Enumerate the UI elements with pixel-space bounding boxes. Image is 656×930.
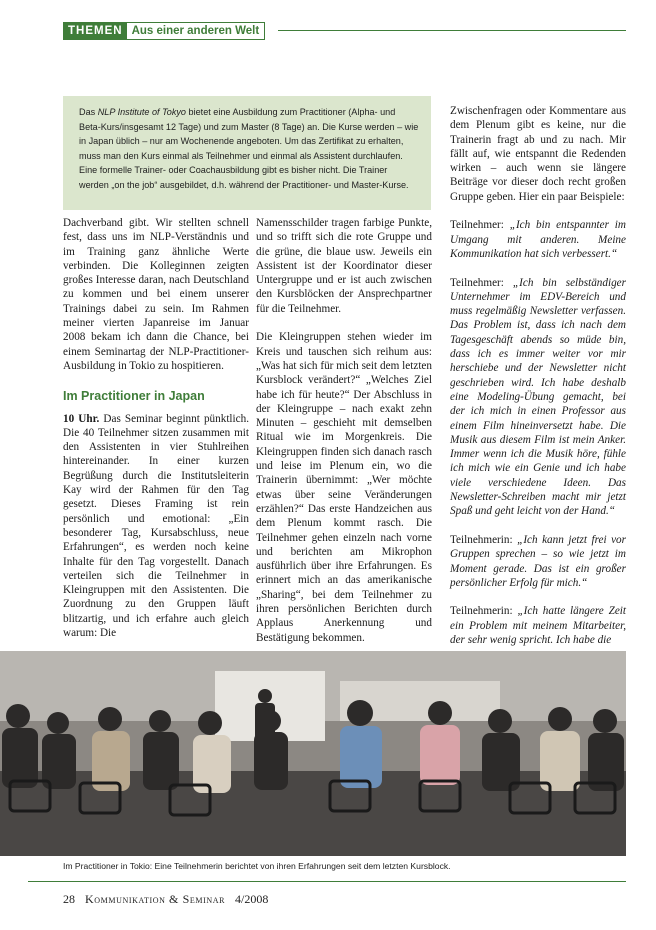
lead-in: 10 Uhr. — [63, 412, 100, 425]
quote-text: „Ich kann jetzt frei vor Gruppen sprechen – so wie jetzt im Moment gerade. Das ist ein großer persönlicher Erfolg für mich.“ — [450, 533, 626, 589]
paragraph — [63, 412, 249, 641]
info-box — [63, 96, 431, 210]
paragraph: Zwischenfragen oder Kommentare aus dem Plenum gibt es keine, nur die Trainerin fragt ab und zu nach. Mir fällt auf, wie entspannt die Redenden wirken – auch wenn sie längere Beiträge vor dieser doch recht großen Gruppe geben. Hier ein paar Beispiele: — [450, 105, 626, 203]
seminar-photo-illustration — [0, 651, 626, 856]
info-text-pre: Das — [79, 107, 98, 117]
quote — [450, 276, 626, 519]
quote — [450, 218, 626, 261]
paragraph: Dachverband gibt. Wir stellten schnell fest, dass uns im NLP-Verständnis und im Training ganz ähnliche Werte verbinden. Die Kolleginnen zeigten großes Interesse daran, nach Deutschland zu kommen und bei einem unserer Trainings dabei zu sein. Im Rahmen meiner vierten Japanreise im Januar 2008 bekam ich dann die Chance, bei einem Seminartag der NLP-Practitioner-Ausbildung in Tokio zu hospitieren. — [63, 217, 249, 372]
info-text-post: bietet eine Ausbildung zum Practitioner (Alpha- und Beta-Kurs/insgesamt 12 Tage) und zum Master (8 Tage) an. Die Kurse werden – wie in Japan üblich – nur am Wochenende angeboten. Um das Zertifikat zu erhalten, muss man den Kurs einmal als Teilnehmer und einmal als Assistent durchlaufen. Eine formelle Trainer- oder Coachausbildung gibt es bisher nicht. Die Trainer werden „on the job“ ausgebildet, d.h. während der Practitioner- und Master-Kurse. — [79, 107, 419, 190]
paragraph-text: Das Seminar beginnt pünktlich. Die 40 Teilnehmer sitzen zusammen mit den Assistenten in vier Stuhlreihen hintereinander. In einer kurzen Begrüßung durch die Institutsleiterin Kay wird der Rahmen für den Tag gesetzt. Dieses Framing ist rein persönlich und emotional: „Ein besonderer Tag, Kursabschluss, neue Erfahrungen“, es werden noch keine Inhalte für den Tag vorgestellt. Danach verteilen sich die Teilnehmer in Kleingruppen mit den Assistenten. Die Zuordnung zu den Gruppen läuft blitzartig, und ich erfahre auch gleich warum: Die — [63, 412, 249, 640]
quote — [450, 533, 626, 590]
header-rule — [278, 30, 626, 31]
quote — [450, 604, 626, 647]
quote-text: „Ich bin entspannter im Umgang mit anderen. Meine Kommunikation hat sich verbessert.“ — [450, 219, 626, 260]
column-2 — [256, 216, 432, 659]
quote-speaker: Teilnehmer: — [450, 219, 510, 232]
quote-text: „Ich bin selbständiger Unternehmer im EDV-Bereich und muss regelmäßig Newsletter verfassen. Das Problem ist, dass ich nach dem Tagesgeschäft abends so müde bin, dass ich es immer weiter vor mir herschiebe und der Newsletter nicht geschrieben wird. Ich habe deshalb eine Modeling-Übung gemacht, bei der ich mich in einen Professor aus einem Film hineinversetzt habe. Die Musik aus diesem Film ist mein Anker. Immer wenn ich die Musik höre, fühle ich mich wie ein Genie und ich habe viele verschiedene Ideen. Das Newsletter-Schreiben macht mir jetzt Spaß und geht leicht von der Hand.“ — [450, 276, 627, 518]
paragraph: Die Kleingruppen stehen wieder im Kreis und tauschen sich reihum aus: „Was hat sich für mich seit dem letzten Kursblock verändert?“ „Welches Ziel habe ich für heute?“ Der Abschluss in der Kleingruppe – nach exakt zehn Minuten – geschieht mit demselben Ritual wie im Morgenkreis. Die Kleingruppen finden sich danach rasch und leise im Plenum ein, wo die Trainerin übernimmt: „Wer möchte etwas über seine Veränderungen erzählen?“ Das erste Handzeichen aus dem Plenum kommt rasch. Die Teilnehmer gehen einzeln nach vorne und berichten am Mikrophon ausführlich über ihre Erfahrungen. Es erinnert mich an das amerikanische „Sharing“, bei dem Teilnehmer zu ihren persönlichen Berichten durch Applaus Anerkennung und Bestätigung bekommen. — [256, 331, 432, 644]
page-number: 28 — [63, 892, 75, 906]
footer-rule — [28, 881, 626, 882]
paragraph: Namensschilder tragen farbige Punkte, und so trifft sich die rote Gruppe und die grüne, die blaue usw. Jeweils ein Assistent ist der Koordinator dieser Untergruppe und er ist auch zwischen den Kursblöcken der Ansprechpartner für die Teilnehmer. — [256, 217, 432, 315]
publication-name: Kommunikation & Seminar — [85, 892, 226, 906]
column-3 — [450, 104, 626, 662]
section-tag: THEMEN — [64, 23, 127, 39]
quote-text: „Ich hatte längere Zeit ein Problem mit meinem Mitarbeiter, der sehr wenig spricht. Ich habe die — [450, 605, 626, 646]
section-title: Aus einer anderen Welt — [127, 23, 265, 39]
quote-speaker: Teilnehmer: — [450, 276, 513, 289]
column-1 — [63, 216, 249, 655]
page-footer — [63, 892, 268, 907]
seminar-photo — [0, 651, 626, 856]
issue-number: 4/2008 — [235, 892, 269, 906]
subheading: Im Practitioner in Japan — [63, 388, 205, 403]
quote-speaker: Teilnehmerin: — [450, 533, 518, 546]
photo-caption: Im Practitioner in Tokio: Eine Teilnehmerin berichtet von ihren Erfahrungen seit dem letzten Kursblock. — [63, 861, 451, 871]
section-header — [63, 22, 265, 40]
info-org: NLP Institute of Tokyo — [97, 107, 186, 117]
quote-speaker: Teilnehmerin: — [450, 605, 518, 618]
